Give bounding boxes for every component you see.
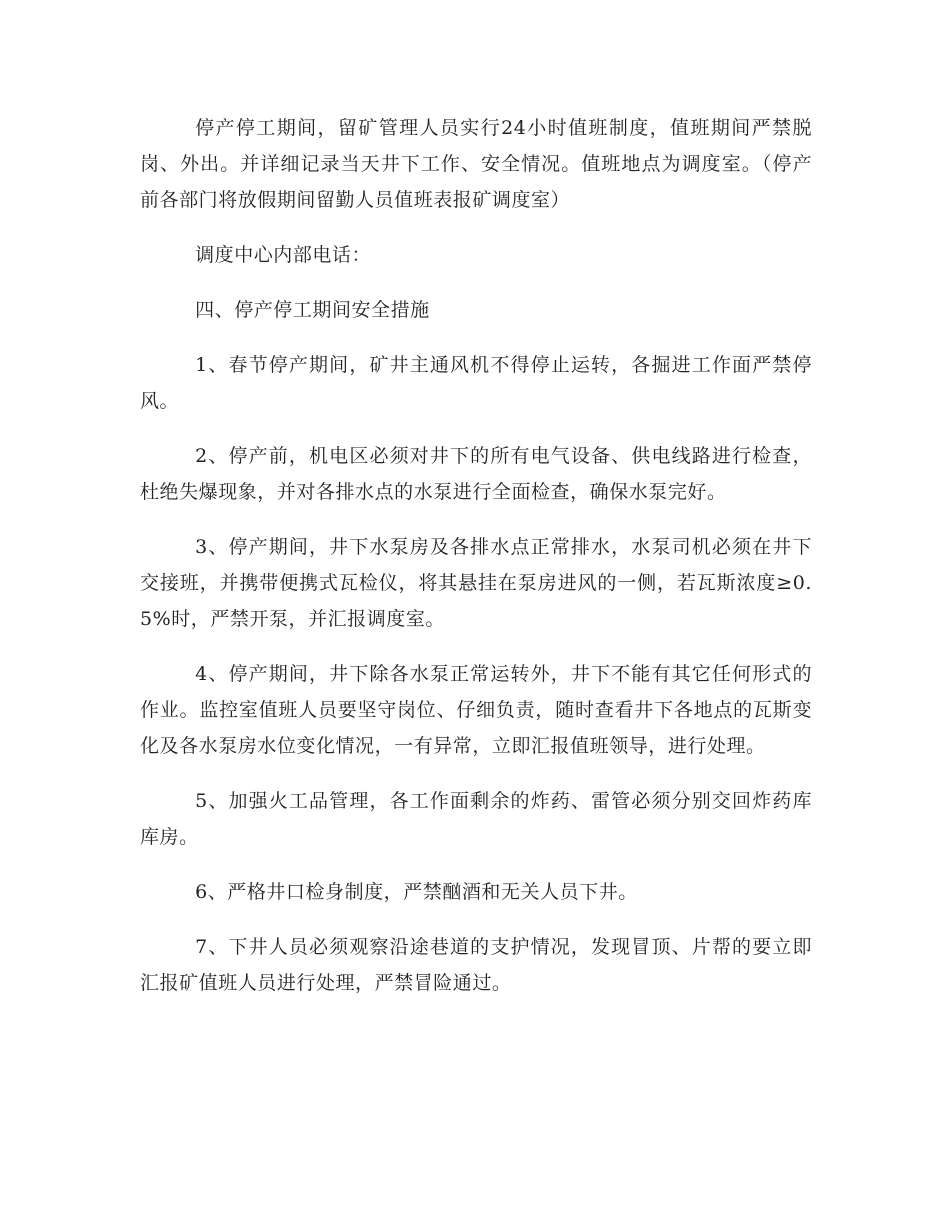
list-item-measure-4: 4、停产期间，井下除各水泵正常运转外，井下不能有其它任何形式的作业。监控室值班人员要坚守岗位、仔细负责，随时查看井下各地点的瓦斯变化及各水泵房水位变化情况，一有异常，立即汇报值班领导，进行处理。 bbox=[140, 663, 812, 757]
paragraph-duty-system: 停产停工期间，留矿管理人员实行24小时值班制度，值班期间严禁脱岗、外出。并详细记录当天井下工作、安全情况。值班地点为调度室。（停产前各部门将放假期间留勤人员值班表报矿调度室） bbox=[140, 117, 812, 211]
list-item-measure-6: 6、严格井口检身制度，严禁酗酒和无关人员下井。 bbox=[195, 881, 638, 903]
paragraph-dispatch-phone: 调度中心内部电话： bbox=[195, 244, 372, 266]
list-item-measure-1: 1、春节停产期间，矿井主通风机不得停止运转，各掘进工作面严禁停风。 bbox=[140, 354, 812, 412]
section-heading-safety-measures: 四、停产停工期间安全措施 bbox=[195, 299, 430, 321]
list-item-measure-2: 2、停产前，机电区必须对井下的所有电气设备、供电线路进行检查，杜绝失爆现象，并对各排水点的水泵进行全面检查，确保水泵完好。 bbox=[140, 445, 812, 503]
document-page bbox=[140, 0, 812, 1001]
list-item-measure-5: 5、加强火工品管理，各工作面剩余的炸药、雷管必须分别交回炸药库库房。 bbox=[140, 790, 812, 848]
list-item-measure-7: 7、下井人员必须观察沿途巷道的支护情况，发现冒顶、片帮的要立即汇报矿值班人员进行处理，严禁冒险通过。 bbox=[140, 936, 812, 994]
list-item-measure-3: 3、停产期间，井下水泵房及各排水点正常排水，水泵司机必须在井下交接班，并携带便携式瓦检仪，将其悬挂在泵房进风的一侧，若瓦斯浓度≥0.5%时，严禁开泵，并汇报调度室。 bbox=[140, 536, 812, 630]
